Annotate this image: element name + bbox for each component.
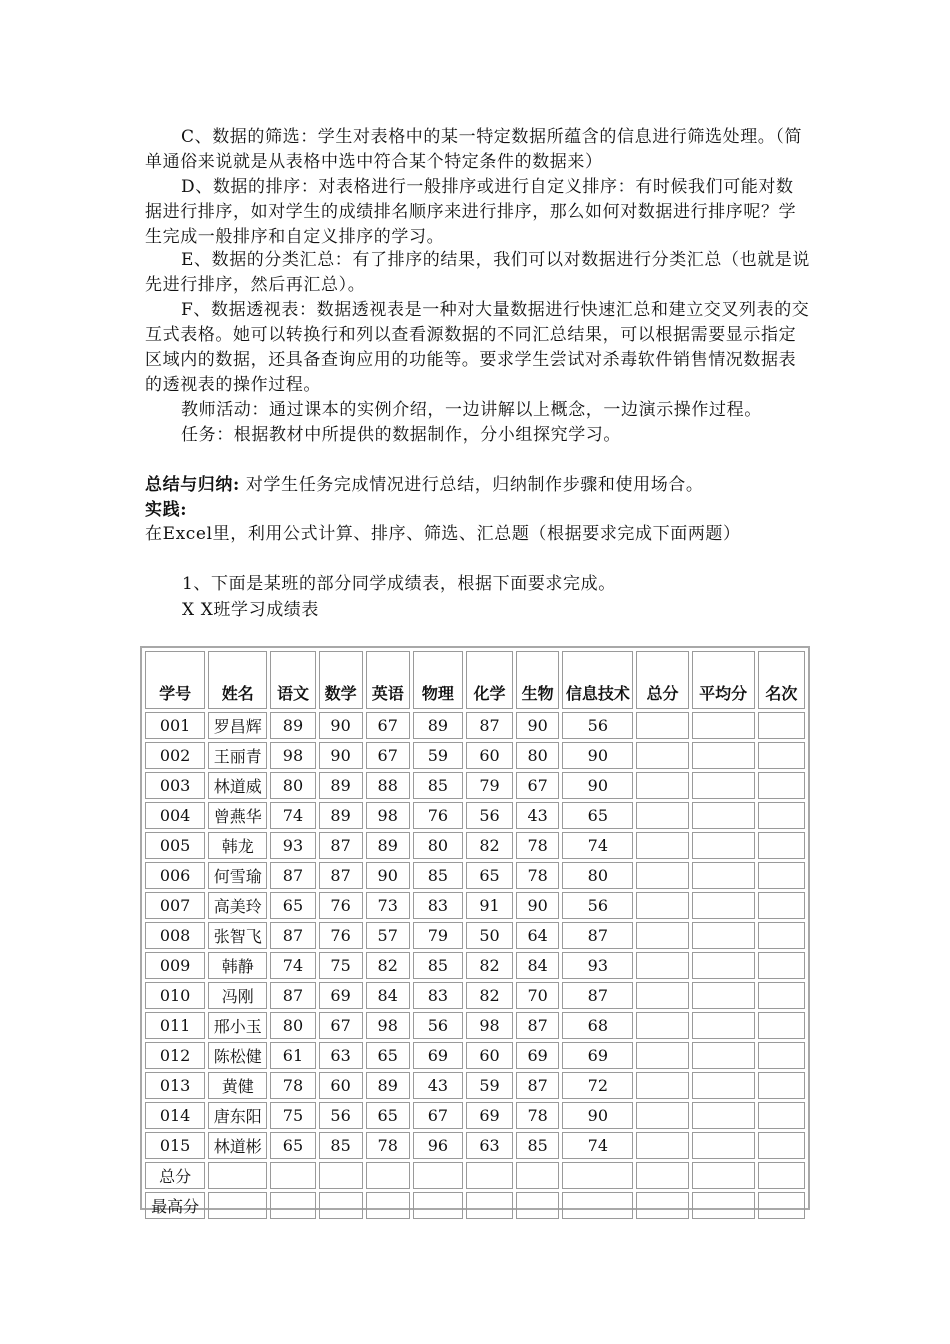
table-row — [145, 1012, 805, 1039]
table-cell — [758, 1042, 805, 1069]
table-cell: 88 — [366, 772, 410, 799]
table-body — [145, 712, 805, 1219]
table-cell: 67 — [366, 712, 410, 739]
table-cell — [636, 832, 688, 859]
table-cell: 87 — [319, 862, 363, 889]
table-cell: 69 — [466, 1102, 513, 1129]
table-cell: 69 — [516, 1042, 559, 1069]
table-cell — [692, 1162, 755, 1189]
table-cell — [636, 892, 688, 919]
exercise-intro: 1、下面是某班的部分同学成绩表，根据下面要求完成。 — [182, 574, 616, 594]
table-cell — [636, 922, 688, 949]
table-header-row — [145, 651, 805, 709]
table-cell: 82 — [466, 952, 513, 979]
table-cell — [692, 982, 755, 1009]
column-header: 姓名 — [208, 651, 267, 709]
row-label-cell: 014 — [145, 1102, 205, 1129]
table-cell: 56 — [466, 802, 513, 829]
table-cell: 80 — [413, 832, 463, 859]
table-cell: 87 — [516, 1072, 559, 1099]
table-row — [145, 922, 805, 949]
table-cell: 57 — [366, 922, 410, 949]
table-cell — [636, 1072, 688, 1099]
column-header: 化学 — [466, 651, 513, 709]
table-cell — [562, 1162, 633, 1189]
table-row — [145, 982, 805, 1009]
table-cell — [692, 712, 755, 739]
table-cell: 67 — [413, 1102, 463, 1129]
table-cell — [636, 1192, 688, 1219]
row-label-cell: 003 — [145, 772, 205, 799]
table-row — [145, 742, 805, 769]
table-cell: 96 — [413, 1132, 463, 1159]
table-cell: 王丽青 — [208, 742, 267, 769]
table-cell: 87 — [562, 982, 633, 1009]
table-cell: 82 — [366, 952, 410, 979]
table-cell: 73 — [366, 892, 410, 919]
column-header: 英语 — [366, 651, 410, 709]
row-label-cell: 013 — [145, 1072, 205, 1099]
table-cell — [636, 862, 688, 889]
table-cell: 80 — [270, 1012, 315, 1039]
table-cell: 78 — [516, 1102, 559, 1129]
table-cell: 65 — [466, 862, 513, 889]
table-cell: 高美玲 — [208, 892, 267, 919]
table-cell: 56 — [319, 1102, 363, 1129]
table-cell — [692, 1072, 755, 1099]
table-cell: 67 — [319, 1012, 363, 1039]
table-cell — [692, 1042, 755, 1069]
table-cell: 93 — [270, 832, 315, 859]
table-cell: 85 — [413, 772, 463, 799]
table-cell — [516, 1192, 559, 1219]
table-cell: 79 — [466, 772, 513, 799]
table-cell: 90 — [516, 712, 559, 739]
table-cell: 74 — [562, 832, 633, 859]
table-cell: 90 — [366, 862, 410, 889]
table-cell — [562, 1192, 633, 1219]
table-cell: 80 — [270, 772, 315, 799]
table-cell — [366, 1192, 410, 1219]
table-cell — [636, 772, 688, 799]
table-cell: 50 — [466, 922, 513, 949]
score-table — [142, 648, 808, 1222]
summary-line — [145, 473, 704, 498]
table-cell: 89 — [270, 712, 315, 739]
score-table-frame — [140, 646, 810, 1216]
table-cell: 87 — [270, 982, 315, 1009]
table-cell: 89 — [319, 772, 363, 799]
table-row — [145, 772, 805, 799]
table-cell: 65 — [562, 802, 633, 829]
table-cell: 98 — [366, 802, 410, 829]
table-cell — [366, 1162, 410, 1189]
table-cell — [758, 742, 805, 769]
table-cell: 83 — [413, 982, 463, 1009]
table-cell: 56 — [562, 892, 633, 919]
table-cell: 87 — [270, 862, 315, 889]
table-cell: 85 — [516, 1132, 559, 1159]
table-cell: 唐东阳 — [208, 1102, 267, 1129]
table-cell — [692, 922, 755, 949]
table-cell: 75 — [270, 1102, 315, 1129]
table-cell: 61 — [270, 1042, 315, 1069]
table-cell — [208, 1162, 267, 1189]
table-cell: 74 — [270, 802, 315, 829]
table-cell: 78 — [516, 832, 559, 859]
column-header: 总分 — [636, 651, 688, 709]
row-label-cell: 总分 — [145, 1162, 205, 1189]
table-cell — [692, 1102, 755, 1129]
table-cell — [319, 1162, 363, 1189]
table-cell: 87 — [562, 922, 633, 949]
table-cell: 90 — [319, 712, 363, 739]
row-label-cell: 005 — [145, 832, 205, 859]
table-cell: 78 — [366, 1132, 410, 1159]
table-cell: 75 — [319, 952, 363, 979]
table-cell: 63 — [319, 1042, 363, 1069]
table-cell: 90 — [562, 772, 633, 799]
table-cell: 89 — [413, 712, 463, 739]
table-cell — [758, 982, 805, 1009]
table-cell: 98 — [270, 742, 315, 769]
table-cell — [636, 802, 688, 829]
table-cell: 65 — [270, 892, 315, 919]
table-cell: 80 — [562, 862, 633, 889]
table-cell: 63 — [466, 1132, 513, 1159]
table-cell: 65 — [366, 1102, 410, 1129]
table-cell: 98 — [366, 1012, 410, 1039]
table-cell: 76 — [319, 892, 363, 919]
table-cell: 黄健 — [208, 1072, 267, 1099]
column-header: 平均分 — [692, 651, 755, 709]
table-cell: 80 — [516, 742, 559, 769]
column-header: 学号 — [145, 651, 205, 709]
table-cell: 张智飞 — [208, 922, 267, 949]
table-row — [145, 1132, 805, 1159]
table-row — [145, 862, 805, 889]
table-row — [145, 832, 805, 859]
table-cell: 何雪瑜 — [208, 862, 267, 889]
table-cell — [758, 1192, 805, 1219]
table-cell — [636, 1042, 688, 1069]
table-cell: 林道威 — [208, 772, 267, 799]
table-cell: 83 — [413, 892, 463, 919]
table-cell: 87 — [319, 832, 363, 859]
table-row — [145, 952, 805, 979]
table-row — [145, 1192, 805, 1219]
table-cell — [692, 1192, 755, 1219]
table-cell — [208, 1192, 267, 1219]
table-cell: 60 — [466, 742, 513, 769]
table-cell: 82 — [466, 982, 513, 1009]
table-cell: 87 — [516, 1012, 559, 1039]
table-cell: 74 — [270, 952, 315, 979]
table-cell — [270, 1192, 315, 1219]
column-header: 语文 — [270, 651, 315, 709]
table-cell: 85 — [413, 862, 463, 889]
table-cell — [413, 1162, 463, 1189]
table-cell: 68 — [562, 1012, 633, 1039]
row-label-cell: 010 — [145, 982, 205, 1009]
table-cell: 冯刚 — [208, 982, 267, 1009]
table-cell — [636, 1162, 688, 1189]
table-title: X X班学习成绩表 — [182, 600, 320, 620]
table-cell: 59 — [413, 742, 463, 769]
row-label-cell: 最高分 — [145, 1192, 205, 1219]
table-cell: 89 — [366, 832, 410, 859]
table-row — [145, 1102, 805, 1129]
table-cell — [758, 772, 805, 799]
table-cell — [466, 1162, 513, 1189]
column-header: 名次 — [758, 651, 805, 709]
table-cell: 78 — [270, 1072, 315, 1099]
table-cell — [758, 1162, 805, 1189]
table-cell — [758, 1102, 805, 1129]
practice-text: 在Excel里，利用公式计算、排序、筛选、汇总题（根据要求完成下面两题） — [145, 524, 741, 544]
table-cell — [758, 1012, 805, 1039]
table-cell — [692, 862, 755, 889]
table-cell — [758, 862, 805, 889]
table-cell: 84 — [516, 952, 559, 979]
table-cell: 43 — [516, 802, 559, 829]
summary-text: 对学生任务完成情况进行总结，归纳制作步骤和使用场合。 — [245, 475, 704, 495]
table-cell: 79 — [413, 922, 463, 949]
table-cell — [636, 1132, 688, 1159]
table-cell: 84 — [366, 982, 410, 1009]
column-header: 数学 — [319, 651, 363, 709]
table-cell: 曾燕华 — [208, 802, 267, 829]
paragraph-sort: D、数据的排序：对表格进行一般排序或进行自定义排序：有时候我们可能对数据进行排序，如对学生的成绩排名顺序来进行排序，那么如何对数据进行排序呢？学生完成一般排序和自定义排序的学习。 — [145, 177, 797, 247]
column-header: 生物 — [516, 651, 559, 709]
table-cell: 78 — [516, 862, 559, 889]
table-cell — [692, 952, 755, 979]
table-cell — [319, 1192, 363, 1219]
table-cell — [692, 1012, 755, 1039]
table-cell: 59 — [466, 1072, 513, 1099]
table-cell: 69 — [319, 982, 363, 1009]
table-cell: 98 — [466, 1012, 513, 1039]
row-label-cell: 001 — [145, 712, 205, 739]
table-cell: 87 — [270, 922, 315, 949]
table-row — [145, 712, 805, 739]
table-cell: 74 — [562, 1132, 633, 1159]
table-cell: 82 — [466, 832, 513, 859]
table-cell: 89 — [366, 1072, 410, 1099]
table-cell — [636, 1012, 688, 1039]
column-header: 信息技术 — [562, 651, 633, 709]
table-cell: 90 — [562, 742, 633, 769]
row-label-cell: 015 — [145, 1132, 205, 1159]
table-cell: 90 — [516, 892, 559, 919]
table-cell: 90 — [319, 742, 363, 769]
table-cell: 56 — [562, 712, 633, 739]
table-cell — [758, 922, 805, 949]
row-label-cell: 012 — [145, 1042, 205, 1069]
table-cell: 罗昌辉 — [208, 712, 267, 739]
table-cell: 90 — [562, 1102, 633, 1129]
table-cell: 93 — [562, 952, 633, 979]
table-cell — [692, 1132, 755, 1159]
table-cell — [692, 802, 755, 829]
table-cell: 64 — [516, 922, 559, 949]
table-cell: 65 — [366, 1042, 410, 1069]
row-label-cell: 006 — [145, 862, 205, 889]
table-row — [145, 892, 805, 919]
table-row — [145, 1072, 805, 1099]
table-cell — [270, 1162, 315, 1189]
paragraph-pivot: F、数据透视表：数据透视表是一种对大量数据进行快速汇总和建立交叉列表的交互式表格。她可以转换行和列以查看源数据的不同汇总结果，可以根据需要显示指定区域内的数据，还具备查询应用的功能等。要求学生尝试对杀毒软件销售情况数据表的透视表的操作过程。 — [145, 300, 810, 395]
table-row — [145, 1162, 805, 1189]
table-cell — [758, 832, 805, 859]
table-cell: 76 — [319, 922, 363, 949]
table-cell: 56 — [413, 1012, 463, 1039]
table-cell — [692, 742, 755, 769]
table-cell — [636, 982, 688, 1009]
table-cell — [758, 712, 805, 739]
row-label-cell: 011 — [145, 1012, 205, 1039]
table-row — [145, 802, 805, 829]
row-label-cell: 008 — [145, 922, 205, 949]
row-label-cell: 007 — [145, 892, 205, 919]
paragraph-filter: C、数据的筛选：学生对表格中的某一特定数据所蕴含的信息进行筛选处理。（简单通俗来说就是从表格中选中符合某个特定条件的数据来） — [145, 127, 803, 172]
paragraph-subtotal: E、数据的分类汇总：有了排序的结果，我们可以对数据进行分类汇总（也就是说先进行排序，然后再汇总）。 — [145, 250, 811, 295]
table-cell — [758, 952, 805, 979]
paragraph-task: 任务：根据教材中所提供的数据制作，分小组探究学习。 — [181, 425, 621, 445]
table-cell: 87 — [466, 712, 513, 739]
table-cell: 65 — [270, 1132, 315, 1159]
table-cell: 91 — [466, 892, 513, 919]
practice-label: 实践: — [145, 500, 188, 520]
table-cell: 69 — [562, 1042, 633, 1069]
table-cell: 43 — [413, 1072, 463, 1099]
table-cell: 72 — [562, 1072, 633, 1099]
table-cell — [636, 712, 688, 739]
table-cell: 70 — [516, 982, 559, 1009]
table-cell — [516, 1162, 559, 1189]
summary-label: 总结与归纳: — [145, 475, 240, 495]
table-cell: 67 — [516, 772, 559, 799]
row-label-cell: 002 — [145, 742, 205, 769]
table-cell — [466, 1192, 513, 1219]
table-cell: 89 — [319, 802, 363, 829]
table-cell: 林道彬 — [208, 1132, 267, 1159]
table-cell: 69 — [413, 1042, 463, 1069]
table-cell — [758, 892, 805, 919]
table-cell — [758, 1132, 805, 1159]
table-cell: 85 — [319, 1132, 363, 1159]
row-label-cell: 004 — [145, 802, 205, 829]
paragraph-teacher-activity: 教师活动：通过课本的实例介绍，一边讲解以上概念，一边演示操作过程。 — [181, 400, 762, 420]
table-cell: 陈松健 — [208, 1042, 267, 1069]
table-cell: 邢小玉 — [208, 1012, 267, 1039]
table-cell: 60 — [466, 1042, 513, 1069]
table-cell — [636, 742, 688, 769]
table-cell — [692, 892, 755, 919]
table-cell: 76 — [413, 802, 463, 829]
table-cell: 67 — [366, 742, 410, 769]
table-cell — [636, 952, 688, 979]
table-row — [145, 1042, 805, 1069]
table-cell — [692, 772, 755, 799]
table-cell: 85 — [413, 952, 463, 979]
table-cell: 韩静 — [208, 952, 267, 979]
table-cell: 韩龙 — [208, 832, 267, 859]
column-header: 物理 — [413, 651, 463, 709]
table-cell — [413, 1192, 463, 1219]
row-label-cell: 009 — [145, 952, 205, 979]
table-cell — [636, 1102, 688, 1129]
table-cell — [758, 1072, 805, 1099]
table-cell — [758, 802, 805, 829]
table-cell — [692, 832, 755, 859]
table-cell: 60 — [319, 1072, 363, 1099]
